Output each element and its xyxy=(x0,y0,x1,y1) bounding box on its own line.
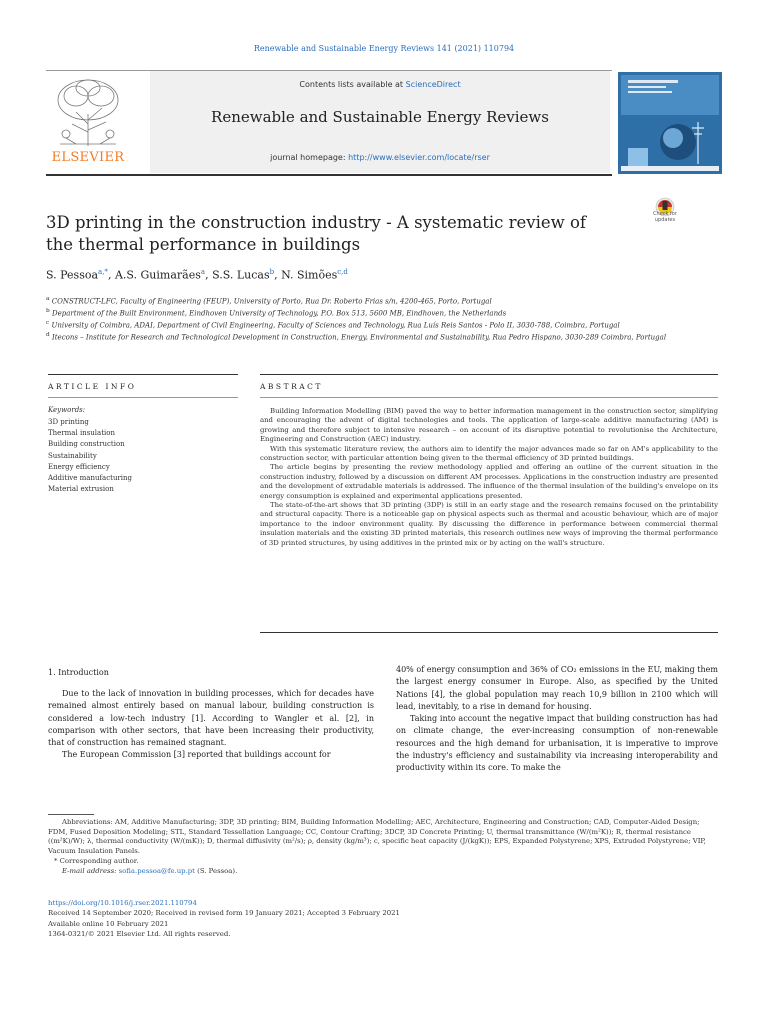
body-paragraph: Due to the lack of innovation in building processes, which for decades have remained almost entirely based on manual labour, building construction is considered a low-tech industry [1]. According to Wangler et al. [2], in comparison with other sectors, that have been increasing their productivity, that of construction has remained stagnant. xyxy=(48,689,374,748)
abstract-heading: ABSTRACT xyxy=(260,382,323,391)
abstract-paragraph: The state-of-the-art shows that 3D printing (3DP) is still in an early stage and the research remains focused on the printability and structural capacity. There is a noticeable gap on physical aspects such as thermal and acoustic behaviour, which are of major importance to the indoor environment quality. By discussing the difference in performance between commercial thermal insulation materials and the existing 3D printed materials, this research outlines new ways of improving the thermal performance of 3D printed structures, by using additives in the printed mix or by acting on the wall's structure. xyxy=(260,501,718,547)
check-for-updates-label: Check for updates xyxy=(653,211,677,223)
email-link[interactable]: sofia.pessoa@fe.up.pt xyxy=(118,866,195,875)
affiliation-text: Itecons – Institute for Research and Technological Development in Construction, Energy, Environmental and Sustainability, Rua Pedro Hispano, 3030-289 Coimbra, Portugal xyxy=(51,333,667,342)
abstract-paragraph: Building Information Modelling (BIM) paved the way to better information management in the construction sector, simplifying and encouraging the advent of digital technologies and tools. The application of large-scale additive manufacturing (AM) is growing and therefore subject to intensive research – on account of its disruptive potential to revolutionise the Architecture, Engineering and Construction (AEC) industry. xyxy=(260,407,718,444)
affiliation xyxy=(46,307,716,318)
author-name[interactable]: A.S. Guimarães xyxy=(114,268,201,282)
email-suffix: (S. Pessoa). xyxy=(194,866,238,875)
affiliation-text: CONSTRUCT-LFC, Faculty of Engineering (FEUP), University of Porto, Rua Dr. Roberto Frias s/n, 4200-465, Porto, Portugal xyxy=(51,297,492,306)
abstract-end-divider xyxy=(260,632,718,633)
email-label: E-mail address: xyxy=(62,866,119,875)
affiliation-mark: b xyxy=(46,308,50,314)
body-paragraph: Taking into account the negative impact that building construction has had on climate change, the ever-increasing consumption of non-renewable resources and the high demand for urbanisation, it is imperative to improve the industry's efficiency and sustainability via increasing interoperability and productivity within its core. To make the xyxy=(396,714,718,773)
keyword: Thermal insulation xyxy=(48,429,115,438)
affiliation-text: Department of the Built Environment, Eindhoven University of Technology, P.O. Box 513, 5600 MB, Eindhoven, the Netherlands xyxy=(51,309,507,318)
body-paragraph: 40% of energy consumption and 36% of CO₂ emissions in the EU, making them the largest energy consumer in Europe. Also, as specified by the United Nations [4], the global population may reach 10,9 billion in 2100 which will lead, inevitably, to a rise in demand for housing. xyxy=(396,665,718,711)
author-name[interactable]: S.S. Lucas xyxy=(212,268,270,282)
journal-title: Renewable and Sustainable Energy Reviews xyxy=(211,108,549,126)
footnotes xyxy=(48,818,718,876)
abstract-body xyxy=(260,407,718,548)
author-affiliation-mark: a xyxy=(200,268,206,276)
article-metadata xyxy=(48,898,400,940)
keyword: Building construction xyxy=(48,440,125,449)
abbreviations-footnote: Abbreviations: AM, Additive Manufacturing; 3DP, 3D printing; BIM, Building Information Modelling; AEC, Architecture, Engineering and Construction; CAD, Computer-Aided Design; FDM, Fused Deposition Modeling; STL, Standard Tessellation Language; CC, Contour Crafting; 3DCP, 3D Concrete Printing; U, thermal transmittance (W/(m²K)); R, thermal resistance ((m²K)/W); λ, thermal conductivity (W/(mK)); D, thermal diffusivity (m²/s); ρ, density (kg/m³); c, specific heat capacity (J/(kgK)); EPS, Expanded Polystyrene; XPS, Extruded Polystyrene; VIP, Vacuum Insulation Panels. xyxy=(48,818,706,856)
keywords-list xyxy=(48,417,132,495)
author-name[interactable]: N. Simões xyxy=(281,268,338,282)
keyword: 3D printing xyxy=(48,418,89,426)
author-name[interactable]: S. Pessoa xyxy=(46,268,99,282)
abstract-paragraph: With this systematic literature review, the authors aim to identify the major advances made so far on AM's applicability to the construction sector, with particular attention being given to the thermal efficiency of 3D printed buildings. xyxy=(260,444,718,463)
author-affiliation-mark: c,d xyxy=(337,268,348,276)
keyword: Additive manufacturing xyxy=(48,474,133,483)
contents-line xyxy=(150,80,610,89)
abstract-subdivider xyxy=(260,397,718,398)
affiliation-text: University of Coimbra, ADAI, Department of Civil Engineering, Faculty of Sciences and Technology, Rua Luís Reis Santos - Polo II, 3030-788, Coimbra, Portugal xyxy=(51,321,620,330)
homepage-link[interactable]: http://www.elsevier.com/locate/rser xyxy=(348,153,490,162)
body-paragraph: The European Commission [3] reported that buildings account for xyxy=(62,750,331,760)
doi-link[interactable]: https://doi.org/10.1016/j.rser.2021.110794 xyxy=(48,899,197,907)
affiliation xyxy=(46,295,716,306)
intro-left-column xyxy=(48,688,374,762)
author-affiliation-mark: a,* xyxy=(98,268,108,276)
keyword: Material extrusion xyxy=(48,485,114,494)
article-info-divider xyxy=(48,374,238,375)
journal-homepage-line xyxy=(150,153,610,162)
abstract-paragraph: The article begins by presenting the review methodology applied and offering an outline of the current situation in the construction industry, followed by a discussion on different AM processes. Applications in the construction industry are presented and the development of extrudable materials is addressed. The influence of the thermal insulation of the building's envelope on its energy consumption is explained and experimental applications presented. xyxy=(260,463,718,500)
intro-right-column xyxy=(396,664,718,775)
journal-reference[interactable]: Renewable and Sustainable Energy Reviews 141 (2021) 110794 xyxy=(253,44,515,53)
paper-title: 3D printing in the construction industry - A systematic review of the thermal performance in buildings xyxy=(46,213,587,254)
keyword: Energy efficiency xyxy=(48,462,110,471)
elsevier-wordmark: ELSEVIER xyxy=(51,150,125,165)
email-note xyxy=(48,867,718,877)
received-dates: Received 14 September 2020; Received in revised form 19 January 2021; Accepted 3 February 2021 xyxy=(48,909,400,918)
keywords-label: Keywords: xyxy=(48,406,86,414)
sciencedirect-link[interactable]: ScienceDirect xyxy=(405,80,461,89)
journal-cover-thumbnail xyxy=(618,72,722,174)
section-heading-introduction: 1. Introduction xyxy=(48,668,109,677)
abstract-divider xyxy=(260,374,718,375)
header-divider-bottom xyxy=(46,174,612,176)
footnote-divider xyxy=(48,814,94,815)
available-online: Available online 10 February 2021 xyxy=(48,919,169,928)
homepage-prefix: journal homepage: xyxy=(270,153,349,162)
article-info-subdivider xyxy=(48,397,238,398)
contents-prefix: Contents lists available at xyxy=(299,80,406,89)
author-affiliation-mark: b xyxy=(269,268,275,276)
keyword: Sustainability xyxy=(48,451,97,460)
affiliation xyxy=(46,331,716,342)
corresponding-author-note: * Corresponding author. xyxy=(54,856,139,865)
affiliation-mark: d xyxy=(46,332,50,338)
article-info-heading: ARTICLE INFO xyxy=(48,382,137,391)
affiliation-mark: c xyxy=(46,320,50,326)
affiliation xyxy=(46,319,716,330)
author-list: S. Pessoa$^{a,*}$, A.S. Guimarães$^a$, S.S. Lucas$^b$, N. Simões$^{c,d}$ xyxy=(46,268,348,282)
affiliation-mark: a xyxy=(46,296,50,302)
copyright-line: 1364-0321/© 2021 Elsevier Ltd. All rights reserved. xyxy=(48,930,231,939)
